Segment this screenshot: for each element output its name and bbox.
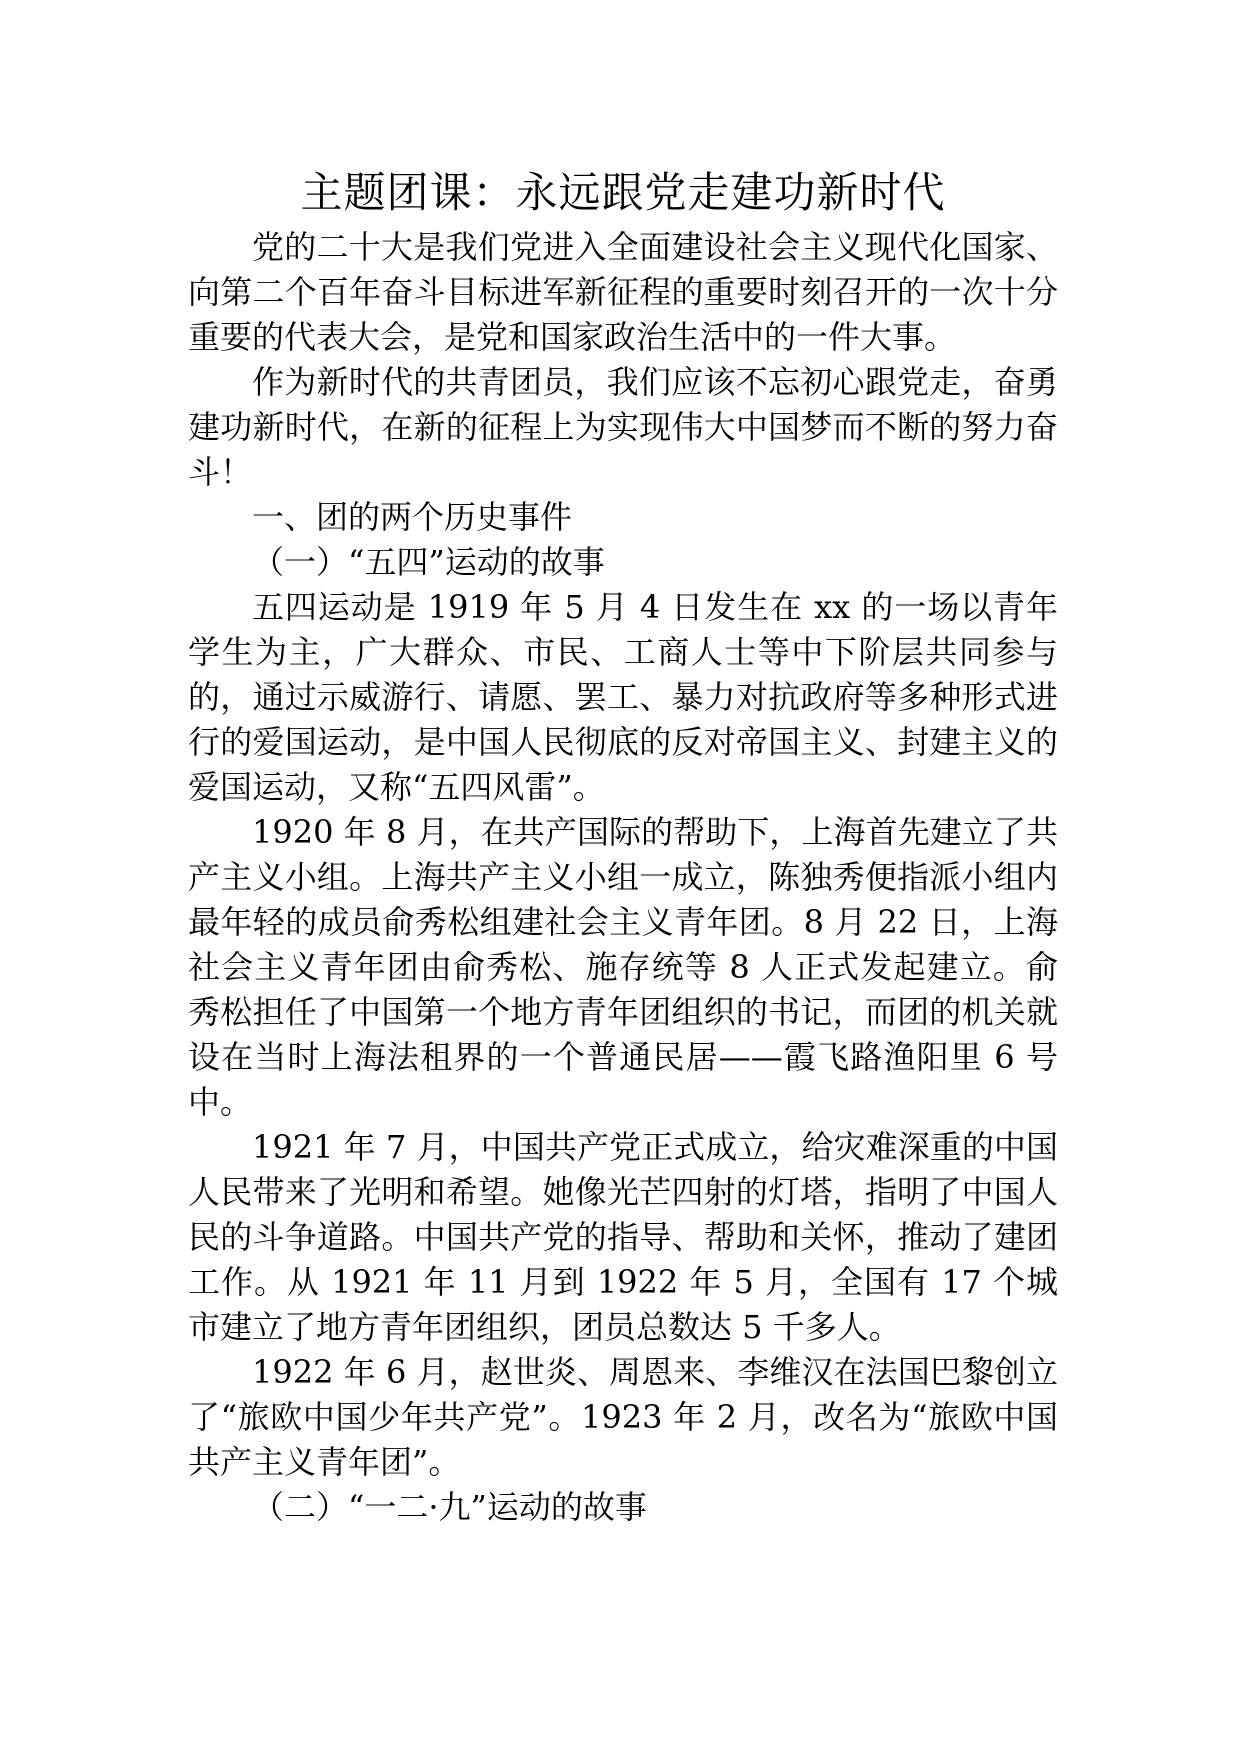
- subsection-heading-may-fourth: （一）“五四”运动的故事: [252, 543, 605, 581]
- paragraph-call-to-action: 作为新时代的共青团员，我们应该不忘初心跟党走，奋勇建功新时代，在新的征程上为实现伟大中国梦而不断的努力奋斗！: [188, 363, 1058, 491]
- section-heading-history-events: 一、团的两个历史事件: [252, 498, 573, 536]
- document-body: [188, 165, 1058, 1530]
- paragraph-1921: 1921 年 7 月，中国共产党正式成立，给灾难深重的中国人民带来了光明和希望。她像光芒四射的灯塔，指明了中国人民的斗争道路。中国共产党的指导、帮助和关怀，推动了建团工作。从 1921 年 11 月到 1922 年 5 月，全国有 17 个城市建立了地方青年团组织，团员总数达 5 千多人。: [188, 1128, 1058, 1346]
- paragraph-1920: 1920 年 8 月，在共产国际的帮助下，上海首先建立了共产主义小组。上海共产主义小组一成立，陈独秀便指派小组内最年轻的成员俞秀松组建社会主义青年团。8 月 22 日，上海社会主义青年团由俞秀松、施存统等 8 人正式发起建立。俞秀松担任了中国第一个地方青年团组织的书记，而团的机关就设在当时上海法租界的一个普通民居——霞飞路渔阳里 6 号中。: [188, 813, 1058, 1121]
- subsection-heading-december-ninth: （二）“一二·九”运动的故事: [252, 1488, 647, 1526]
- document-title: 主题团课：永远跟党走建功新时代: [300, 168, 946, 217]
- paragraph-1922: 1922 年 6 月，赵世炎、周恩来、李维汉在法国巴黎创立了“旅欧中国少年共产党”。1923 年 2 月，改名为“旅欧中国共产主义青年团”。: [188, 1353, 1058, 1481]
- paragraph-intro: 党的二十大是我们党进入全面建设社会主义现代化国家、向第二个百年奋斗目标进军新征程的重要时刻召开的一次十分重要的代表大会，是党和国家政治生活中的一件大事。: [188, 228, 1058, 356]
- paragraph-may-fourth: 五四运动是 1919 年 5 月 4 日发生在 xx 的一场以青年学生为主，广大群众、市民、工商人士等中下阶层共同参与的，通过示威游行、请愿、罢工、暴力对抗政府等多种形式进行的爱国运动，是中国人民彻底的反对帝国主义、封建主义的爱国运动，又称“五四风雷”。: [188, 588, 1058, 806]
